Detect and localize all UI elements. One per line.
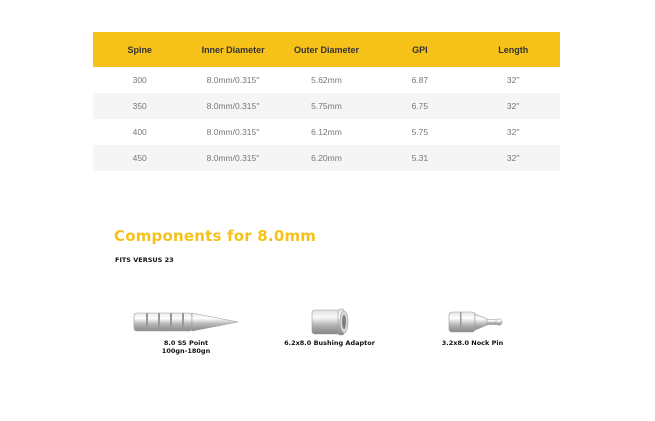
component-nock-pin bbox=[425, 305, 520, 347]
header-inner-diameter: Inner Diameter bbox=[186, 32, 279, 67]
components-title: Components for 8.0mm bbox=[114, 227, 317, 245]
cell-inner-diameter: 8.0mm/0.315'' bbox=[186, 119, 279, 145]
cell-outer-diameter: 5.62mm bbox=[280, 67, 373, 93]
table-row bbox=[93, 145, 560, 171]
cell-spine: 400 bbox=[93, 119, 186, 145]
component-bushing-adaptor bbox=[282, 305, 377, 347]
component-name: 6.2x8.0 Bushing Adaptor bbox=[284, 339, 375, 347]
bushing-adaptor-icon bbox=[300, 305, 360, 339]
ss-point-icon bbox=[130, 305, 242, 339]
cell-spine: 300 bbox=[93, 67, 186, 93]
header-gpi: GPI bbox=[373, 32, 466, 67]
fits-label: FITS VERSUS 23 bbox=[115, 256, 174, 264]
cell-length: 32'' bbox=[467, 145, 560, 171]
cell-gpi: 5.75 bbox=[373, 119, 466, 145]
cell-inner-diameter: 8.0mm/0.315'' bbox=[186, 145, 279, 171]
cell-gpi: 5.31 bbox=[373, 145, 466, 171]
table-row bbox=[93, 93, 560, 119]
cell-length: 32'' bbox=[467, 67, 560, 93]
component-weight: 100gn-180gn bbox=[161, 347, 211, 355]
component-name: 8.0 SS Point bbox=[163, 339, 209, 347]
table-row bbox=[93, 67, 560, 93]
table-header-row bbox=[93, 32, 560, 67]
cell-gpi: 6.75 bbox=[373, 93, 466, 119]
header-length: Length bbox=[467, 32, 560, 67]
cell-outer-diameter: 5.75mm bbox=[280, 93, 373, 119]
table-row bbox=[93, 119, 560, 145]
cell-outer-diameter: 6.20mm bbox=[280, 145, 373, 171]
header-spine: Spine bbox=[93, 32, 186, 67]
cell-gpi: 6.87 bbox=[373, 67, 466, 93]
component-ss-point bbox=[126, 305, 246, 355]
component-name: 3.2x8.0 Nock Pin bbox=[441, 339, 504, 347]
cell-inner-diameter: 8.0mm/0.315'' bbox=[186, 67, 279, 93]
nock-pin-icon bbox=[433, 305, 513, 339]
cell-spine: 350 bbox=[93, 93, 186, 119]
cell-spine: 450 bbox=[93, 145, 186, 171]
cell-inner-diameter: 8.0mm/0.315'' bbox=[186, 93, 279, 119]
header-outer-diameter: Outer Diameter bbox=[280, 32, 373, 67]
spec-table bbox=[93, 32, 560, 171]
cell-length: 32'' bbox=[467, 119, 560, 145]
cell-length: 32'' bbox=[467, 93, 560, 119]
cell-outer-diameter: 6.12mm bbox=[280, 119, 373, 145]
